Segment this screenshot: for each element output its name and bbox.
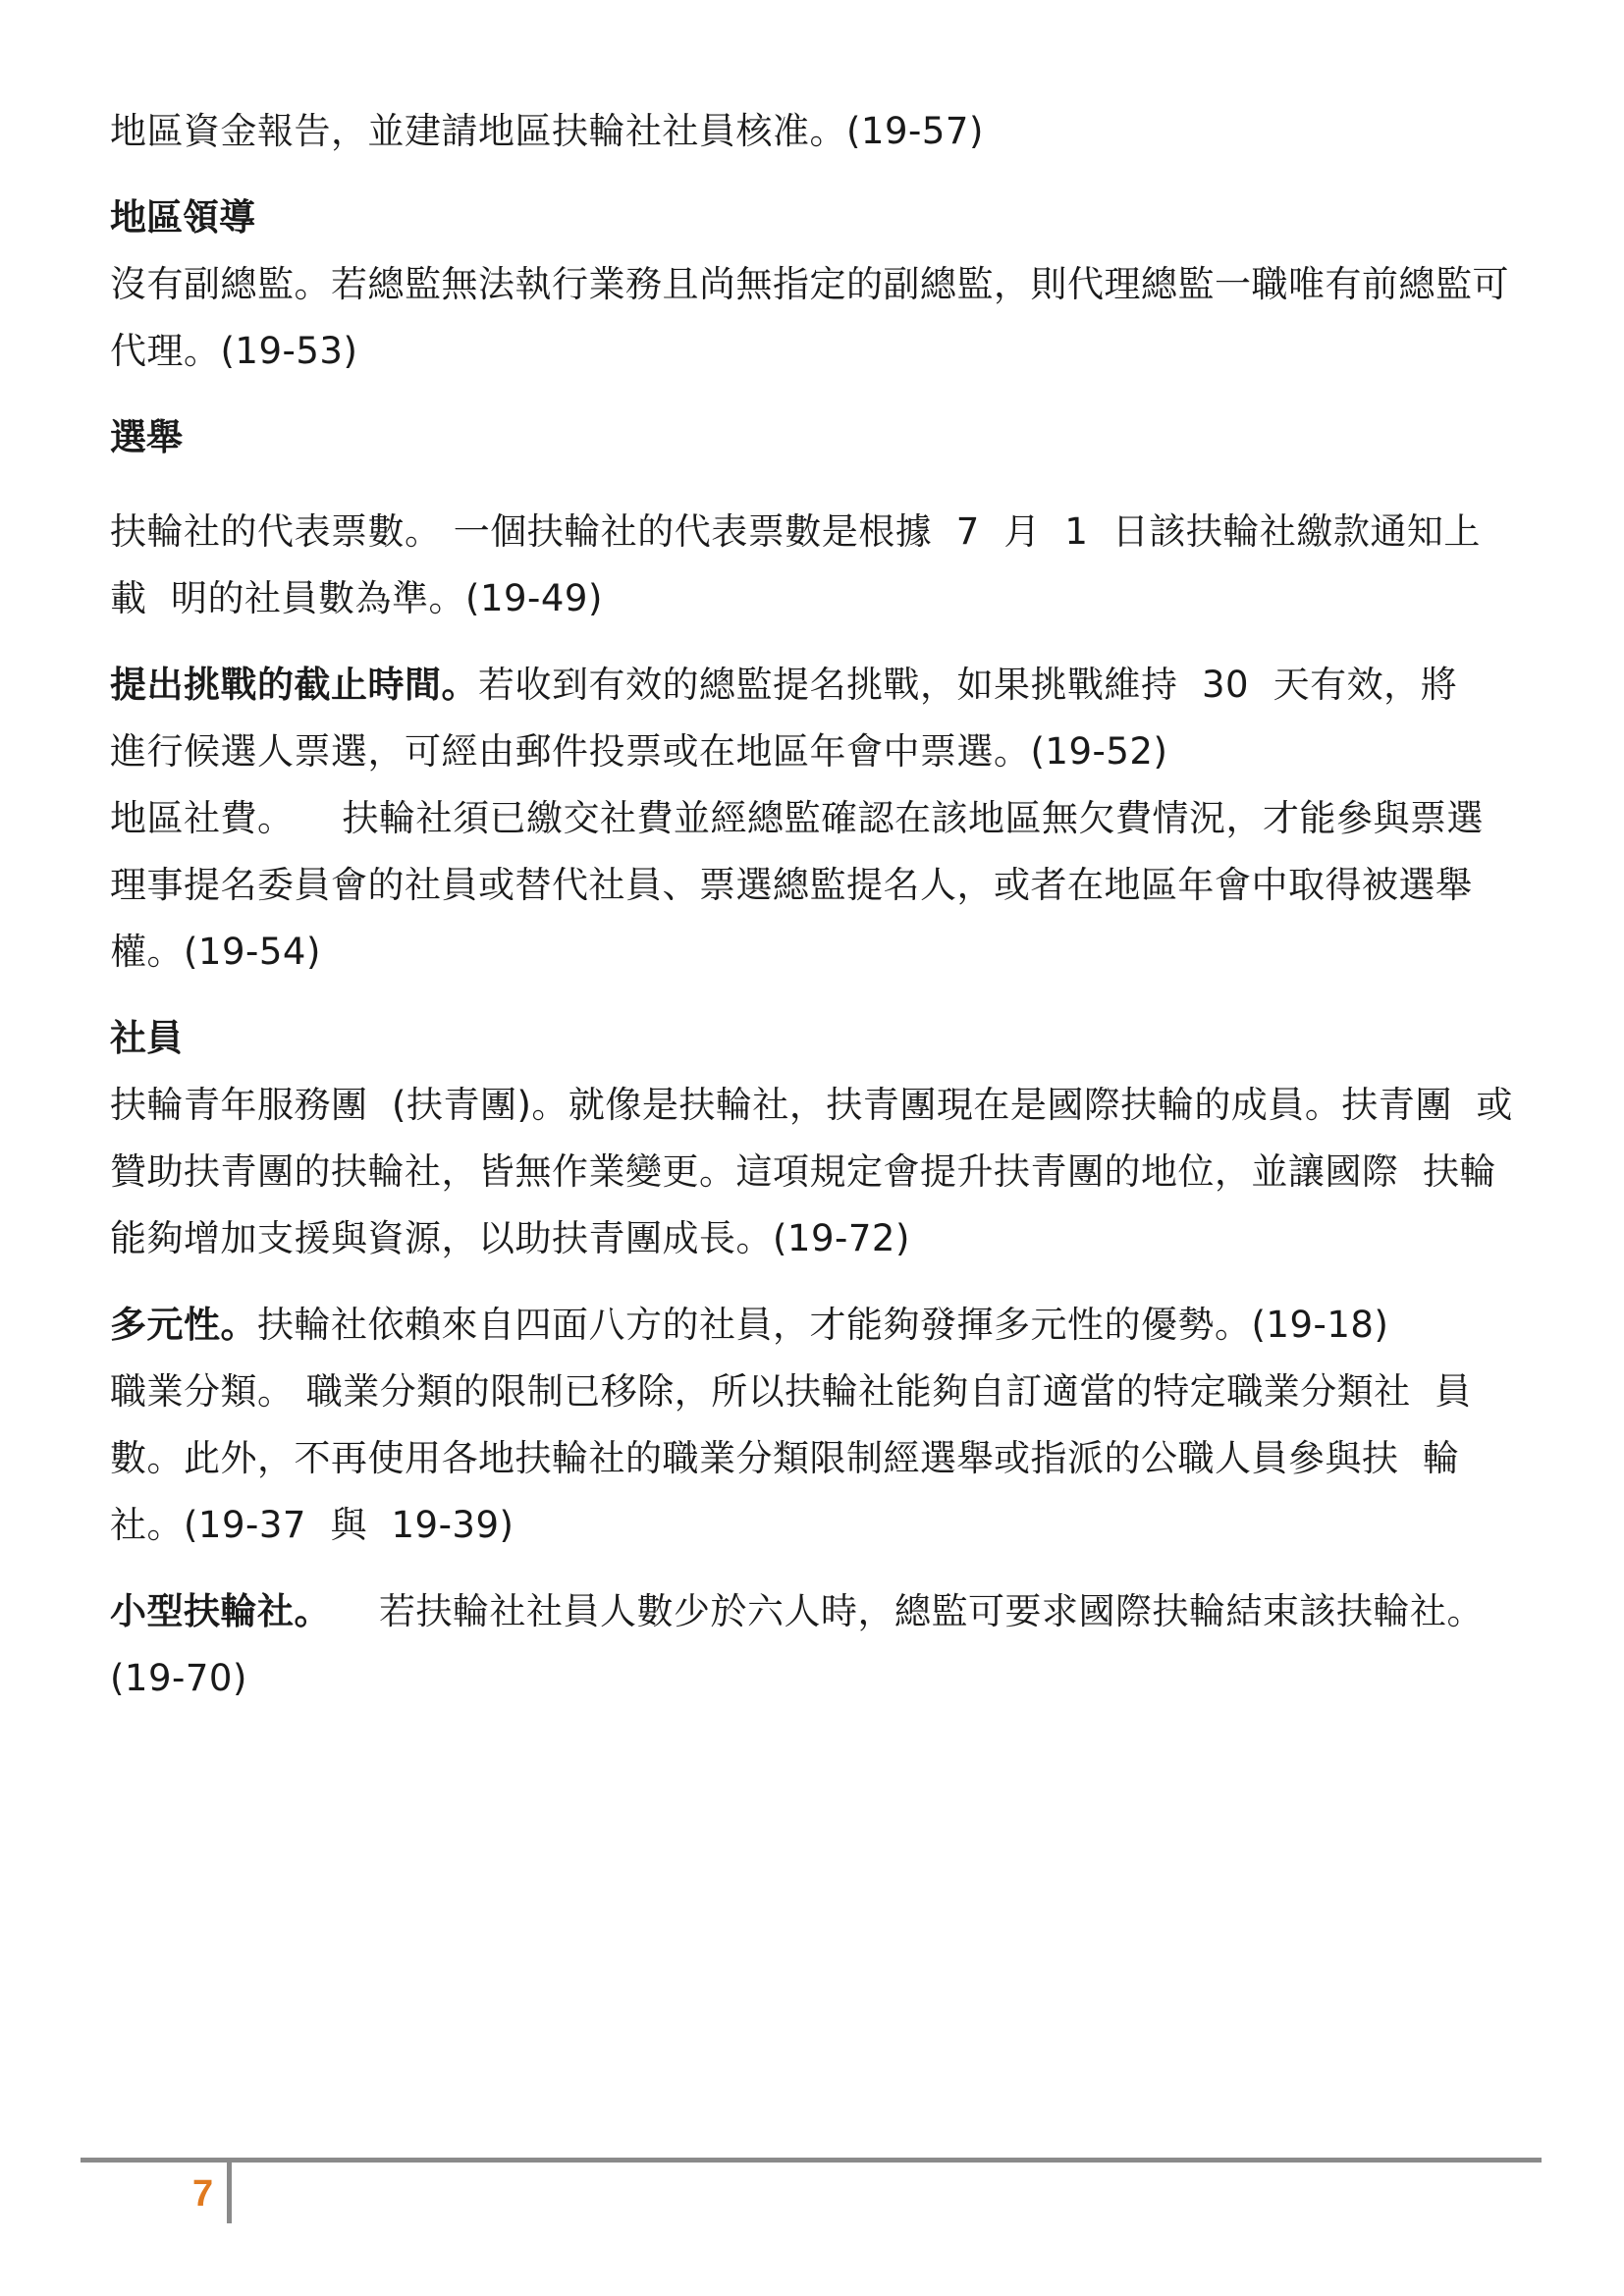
challenge-deadline-body: 若收到有效的總監提名挑戰，如果挑戰維持 30 天有效，將 進行候選人票選，可經由郵件投票或在地區年會中票選。(19-52) <box>110 664 1482 773</box>
heading-district-leadership: 地區領導 <box>110 196 255 239</box>
paragraph-fund-report: 地區資金報告，並建請地區扶輪社社員核准。(19-57) <box>110 110 984 152</box>
challenge-deadline-lead: 提出挑戰的截止時間。 <box>110 664 478 706</box>
paragraph-challenge-deadline <box>110 652 1514 785</box>
page-number: 7 <box>192 2173 214 2215</box>
diversity-body: 扶輪社依賴來自四面八方的社員，才能夠發揮多元性的優勢。(19-18) <box>257 1304 1389 1346</box>
small-clubs-lead: 小型扶輪社。 <box>110 1590 331 1632</box>
paragraph-district-leadership: 沒有副總監。若總監無法執行業務且尚無指定的副總監，則代理總監一職唯有前總監可代理。(19-53) <box>110 263 1509 372</box>
small-clubs-body: 若扶輪社社員人數少於六人時，總監可要求國際扶輪結束該扶輪社。(19-70) <box>110 1590 1485 1699</box>
paragraph-club-votes: 扶輪社的代表票數。 一個扶輪社的代表票數是根據 7 月 1 日該扶輪社繳款通知上載 明的社員數為準。(19-49) <box>110 510 1481 619</box>
paragraph-classification: 職業分類。 職業分類的限制已移除，所以扶輪社能夠自訂適當的特定職業分類社 員數。此外，不再使用各地扶輪社的職業分類限制經選舉或指派的公職人員參與扶 輪社。(19-37 與 19-39) <box>110 1370 1472 1546</box>
paragraph-rotaract: 扶輪青年服務團 (扶青團)。就像是扶輪社，扶青團現在是國際扶輪的成員。扶青團 或贊助扶青團的扶輪社，皆無作業變更。這項規定會提升扶青團的地位，並讓國際 扶輪能夠增加支援與資源，以助扶青團成長。(19-72) <box>110 1084 1513 1259</box>
document-body <box>110 98 1514 1712</box>
paragraph-district-dues: 地區社費。 扶輪社須已繳交社費並經總監確認在該地區無欠費情況，才能參與票選理事提名委員會的社員或替代社員、票選總監提名人，或者在地區年會中取得被選舉權。(19-54) <box>110 797 1485 973</box>
heading-membership: 社員 <box>110 1017 183 1059</box>
paragraph-small-clubs <box>110 1578 1514 1712</box>
paragraph-diversity <box>110 1292 1514 1359</box>
footer-rule <box>81 2158 1542 2163</box>
diversity-lead: 多元性。 <box>110 1304 257 1346</box>
heading-elections: 選舉 <box>110 416 183 458</box>
footer-divider <box>227 2163 232 2223</box>
